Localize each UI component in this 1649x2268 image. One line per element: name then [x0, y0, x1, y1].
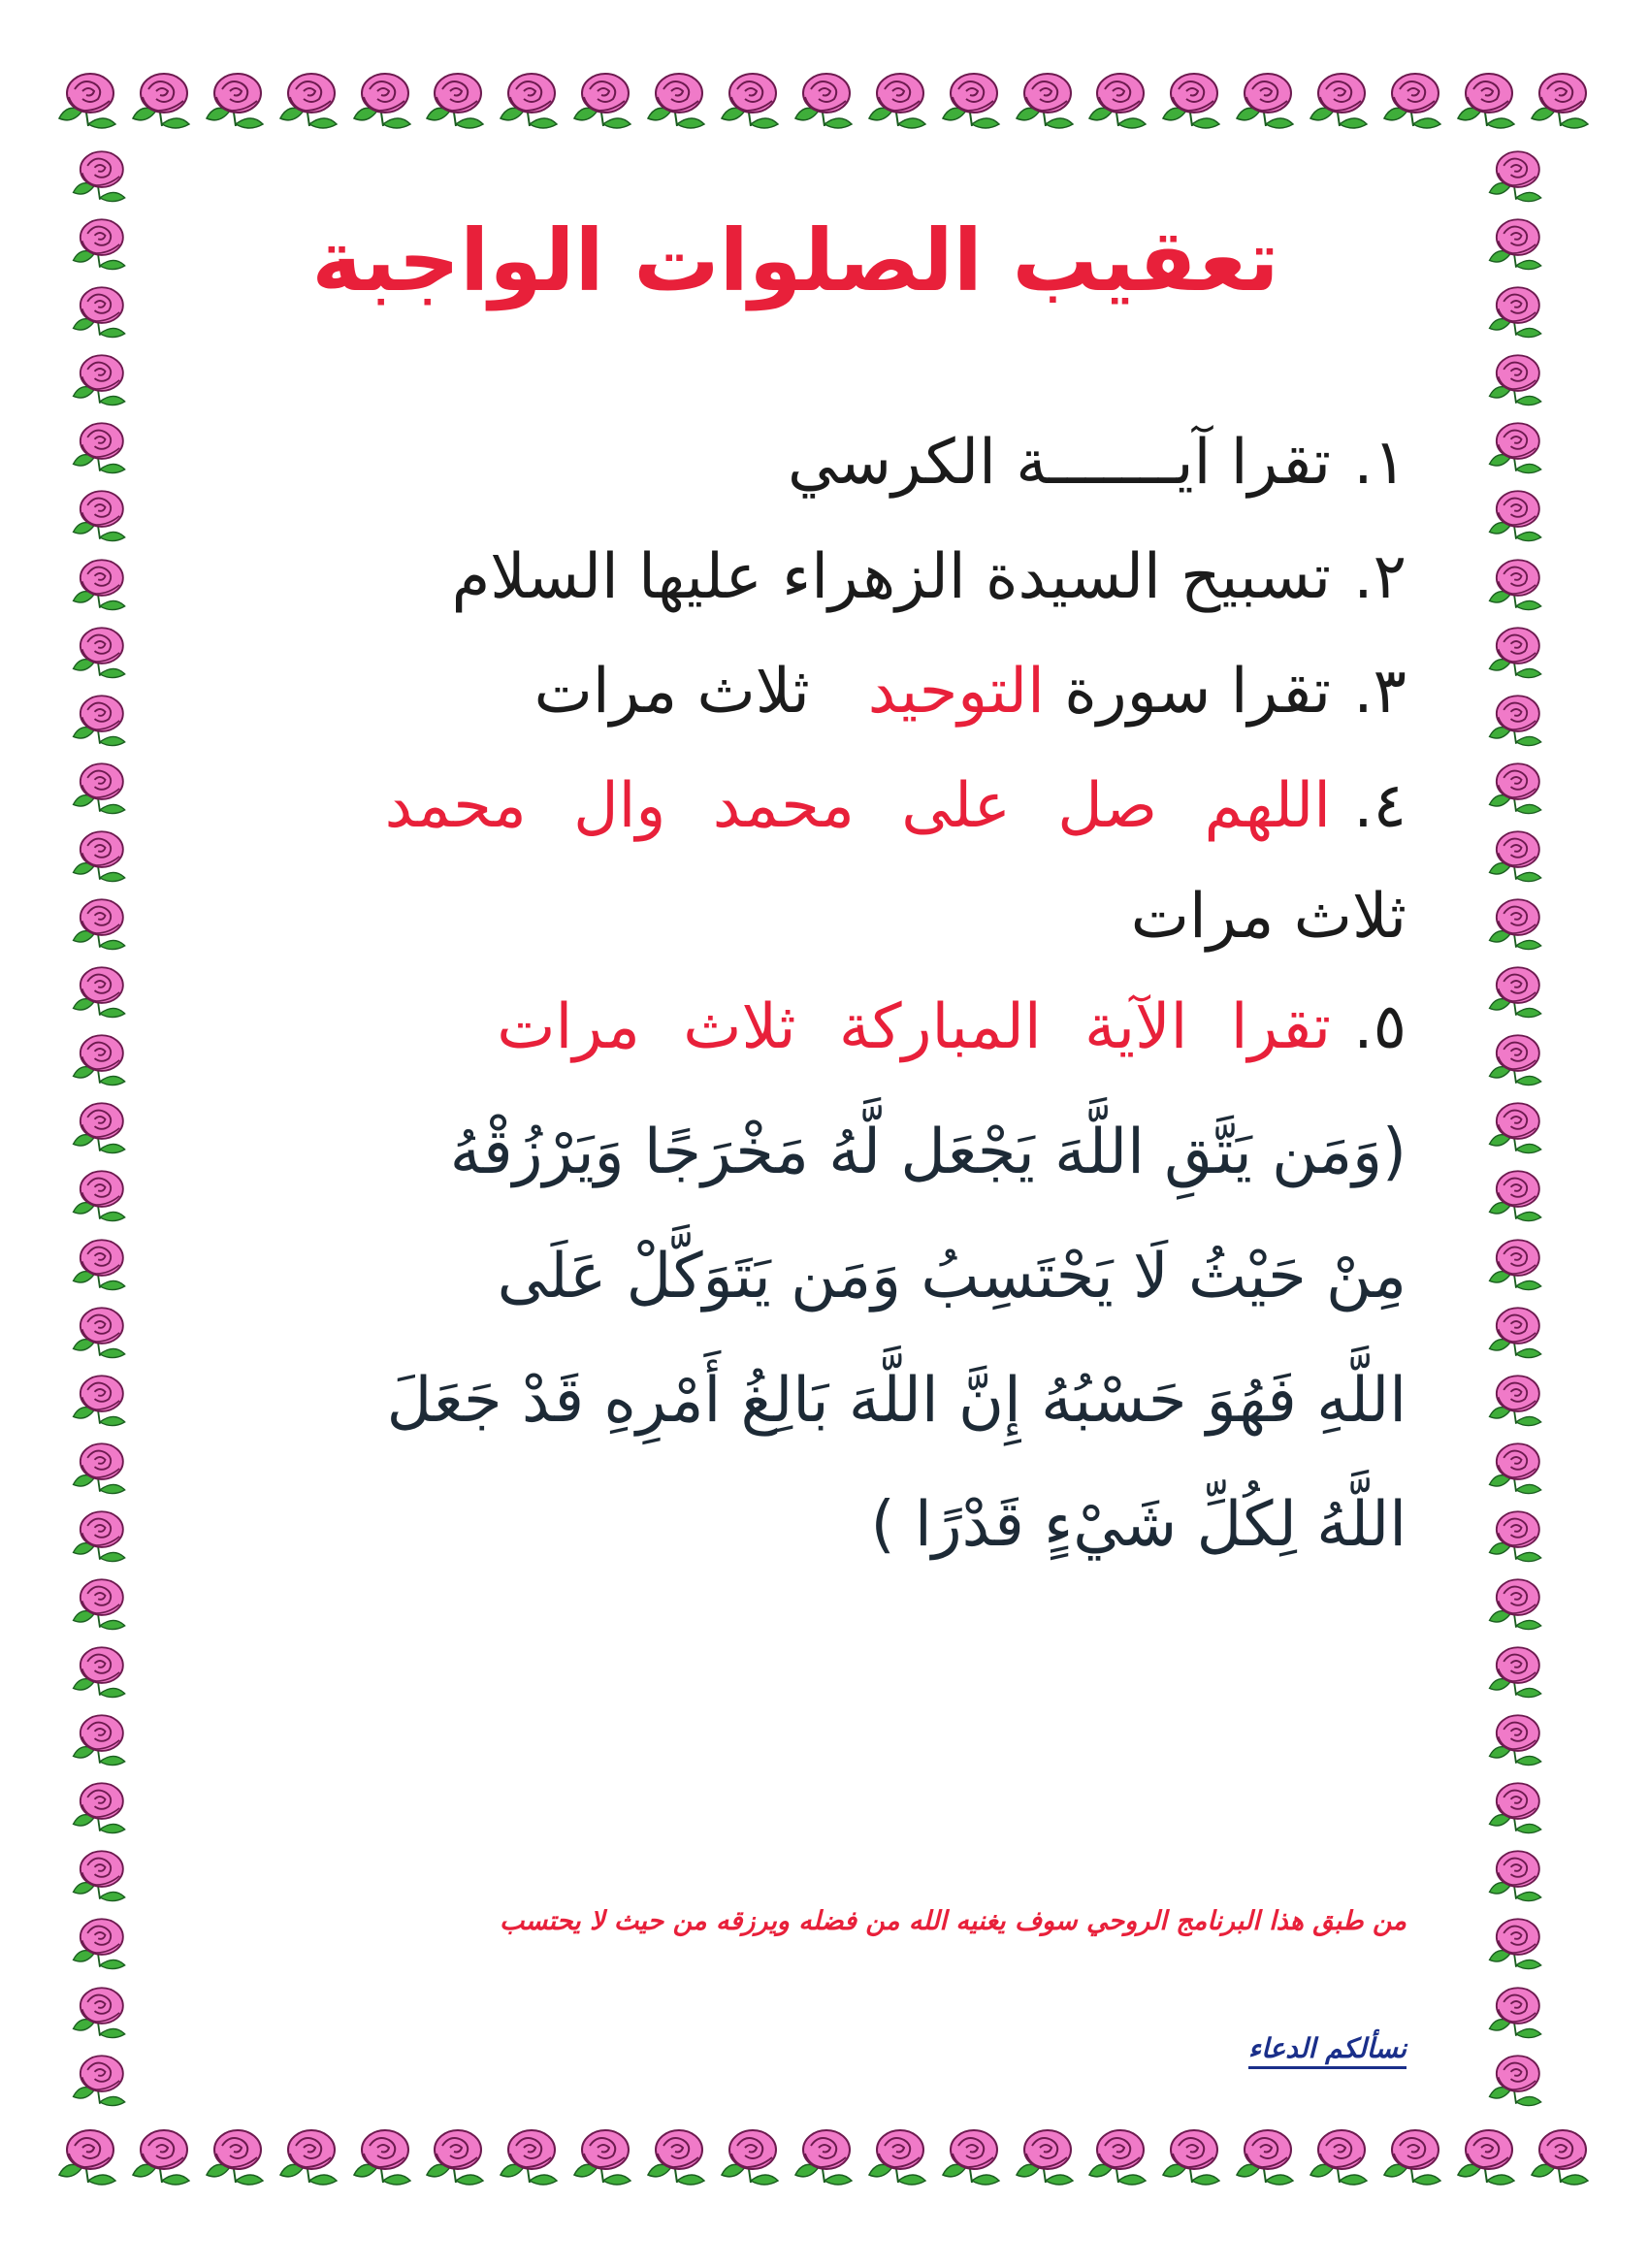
rose-icon	[68, 826, 132, 886]
rose-icon	[1484, 1506, 1548, 1566]
rose-icon	[1484, 622, 1548, 682]
rose-icon	[568, 68, 638, 132]
rose-icon	[1526, 68, 1596, 132]
list-item-2	[184, 520, 1406, 634]
rose-icon	[68, 1573, 132, 1634]
rose-icon	[1484, 417, 1548, 477]
rose-icon	[201, 68, 271, 132]
rose-icon	[348, 2124, 418, 2188]
verse-line-2: مِنْ حَيْثُ لَا يَحْتَسِبُ وَمَن يَتَوَكَّلْ عَلَى	[497, 1241, 1406, 1313]
rose-icon	[1484, 893, 1548, 954]
rose-icon	[68, 554, 132, 614]
rose-icon	[421, 2124, 491, 2188]
instruction-list	[184, 405, 1406, 1587]
rose-icon	[1484, 1370, 1548, 1430]
rose-icon	[68, 1913, 132, 1973]
verse-line-3: اللَّهِ فَهُوَ حَسْبُهُ إِنَّ اللَّهَ بَالِغُ أَمْرِهِ قَدْ جَعَلَ	[386, 1365, 1406, 1438]
rose-icon	[275, 2124, 344, 2188]
list-item-4	[184, 749, 1406, 863]
border-top	[53, 53, 1596, 146]
item-text: تقرا الآية المباركة ثلاث مرات	[497, 991, 1331, 1064]
rose-icon	[1484, 1234, 1548, 1294]
rose-icon	[716, 2124, 786, 2188]
rose-icon	[1484, 1302, 1548, 1362]
rose-icon	[1083, 2124, 1153, 2188]
rose-icon	[1305, 2124, 1374, 2188]
rose-icon	[863, 2124, 933, 2188]
rose-icon	[790, 2124, 859, 2188]
rose-icon	[1484, 1029, 1548, 1089]
rose-icon	[68, 1438, 132, 1498]
rose-icon	[1484, 1573, 1548, 1634]
item-number: ٥.	[1353, 991, 1406, 1064]
rose-icon	[68, 1845, 132, 1905]
rose-icon	[1484, 758, 1548, 818]
rose-icon	[53, 2124, 123, 2188]
rose-icon	[1484, 2050, 1548, 2110]
rose-icon	[201, 2124, 271, 2188]
rose-icon	[568, 2124, 638, 2188]
rose-icon	[68, 485, 132, 545]
quran-verse	[184, 1090, 1406, 1587]
list-item-3	[184, 634, 1406, 749]
rose-icon	[1484, 554, 1548, 614]
rose-icon	[68, 1506, 132, 1566]
item-number: ١.	[1353, 427, 1406, 500]
rose-icon	[642, 68, 712, 132]
item-text-after: ثلاث مرات	[534, 656, 810, 729]
rose-icon	[1484, 349, 1548, 409]
border-left	[53, 146, 146, 2110]
rose-icon	[68, 417, 132, 477]
rose-icon	[68, 213, 132, 274]
rose-icon	[790, 68, 859, 132]
rose-icon	[1484, 1709, 1548, 1769]
rose-icon	[716, 68, 786, 132]
rose-icon	[68, 1302, 132, 1362]
rose-icon	[1484, 961, 1548, 1021]
rose-icon	[68, 893, 132, 954]
rose-icon	[1484, 213, 1548, 274]
rose-icon	[421, 68, 491, 132]
list-item-1	[184, 405, 1406, 520]
rose-icon	[68, 281, 132, 341]
verse-line-4: اللَّهُ لِكُلِّ شَيْءٍ قَدْرًا )	[870, 1489, 1406, 1562]
rose-icon	[1484, 1777, 1548, 1837]
item-text	[184, 634, 1331, 749]
rose-icon	[1157, 2124, 1227, 2188]
rose-icon	[68, 1165, 132, 1225]
rose-icon	[1484, 146, 1548, 206]
rose-icon	[1484, 690, 1548, 750]
rose-icon	[1011, 68, 1081, 132]
border-bottom	[53, 2110, 1596, 2202]
rose-icon	[937, 2124, 1007, 2188]
rose-icon	[68, 146, 132, 206]
border-right	[1470, 146, 1562, 2110]
rose-icon	[68, 1709, 132, 1769]
rose-icon	[68, 1029, 132, 1089]
rose-icon	[1011, 2124, 1081, 2188]
rose-icon	[68, 1370, 132, 1430]
rose-icon	[1378, 2124, 1448, 2188]
rose-icon	[68, 1777, 132, 1837]
rose-icon	[1484, 1438, 1548, 1498]
rose-icon	[127, 68, 197, 132]
rose-icon	[1484, 485, 1548, 545]
rose-icon	[68, 758, 132, 818]
rose-icon	[863, 68, 933, 132]
rose-icon	[348, 68, 418, 132]
item-text-before: تقرا سورة	[1064, 656, 1331, 729]
item-4-continuation: ثلاث مرات	[1130, 881, 1406, 954]
rose-icon	[495, 68, 565, 132]
rose-icon	[1231, 2124, 1301, 2188]
rose-icon	[1452, 68, 1522, 132]
item-text: اللهم صل على محمد وال محمد	[384, 770, 1331, 843]
rose-icon	[1526, 2124, 1596, 2188]
rose-icon	[1378, 68, 1448, 132]
rose-icon	[1484, 1641, 1548, 1701]
rose-icon	[1305, 68, 1374, 132]
item-text: تسبيح السيدة الزهراء عليها السلام	[451, 541, 1331, 614]
rose-icon	[68, 961, 132, 1021]
rose-icon	[1484, 281, 1548, 341]
item-number: ٤.	[1353, 770, 1406, 843]
rose-icon	[1484, 1097, 1548, 1157]
rose-icon	[68, 690, 132, 750]
signoff: نسألكم الدعاء	[1248, 2032, 1406, 2069]
rose-icon	[1452, 2124, 1522, 2188]
rose-icon	[68, 1234, 132, 1294]
document-body	[184, 165, 1406, 2095]
rose-icon	[1484, 1982, 1548, 2042]
rose-icon	[937, 68, 1007, 132]
rose-icon	[1157, 68, 1227, 132]
item-text: تقرا آيـــــــة الكرسي	[787, 427, 1331, 500]
list-item-5	[184, 970, 1406, 1085]
rose-icon	[68, 1641, 132, 1701]
rose-icon	[68, 2050, 132, 2110]
rose-icon	[1083, 68, 1153, 132]
rose-icon	[1484, 1845, 1548, 1905]
rose-icon	[68, 1982, 132, 2042]
rose-icon	[1231, 68, 1301, 132]
rose-icon	[127, 2124, 197, 2188]
footer-note: من طبق هذا البرنامج الروحي سوف يغنيه الله من فضله ويرزقه من حيث لا يحتسب	[499, 1906, 1406, 1936]
rose-icon	[68, 622, 132, 682]
verse-line-1: (وَمَن يَتَّقِ اللَّهَ يَجْعَل لَّهُ مَخْرَجًا وَيَرْزُقْهُ	[449, 1117, 1406, 1189]
page-title: تعقيب الصلوات الواجبة	[311, 211, 1279, 310]
rose-icon	[1484, 1913, 1548, 1973]
item-number: ٢.	[1353, 541, 1406, 614]
item-number: ٣.	[1353, 656, 1406, 729]
rose-icon	[1484, 1165, 1548, 1225]
item-highlight-surah: التوحيد	[867, 656, 1045, 729]
rose-icon	[68, 1097, 132, 1157]
rose-icon	[1484, 826, 1548, 886]
rose-icon	[275, 68, 344, 132]
rose-icon	[53, 68, 123, 132]
rose-icon	[68, 349, 132, 409]
rose-icon	[642, 2124, 712, 2188]
rose-icon	[495, 2124, 565, 2188]
